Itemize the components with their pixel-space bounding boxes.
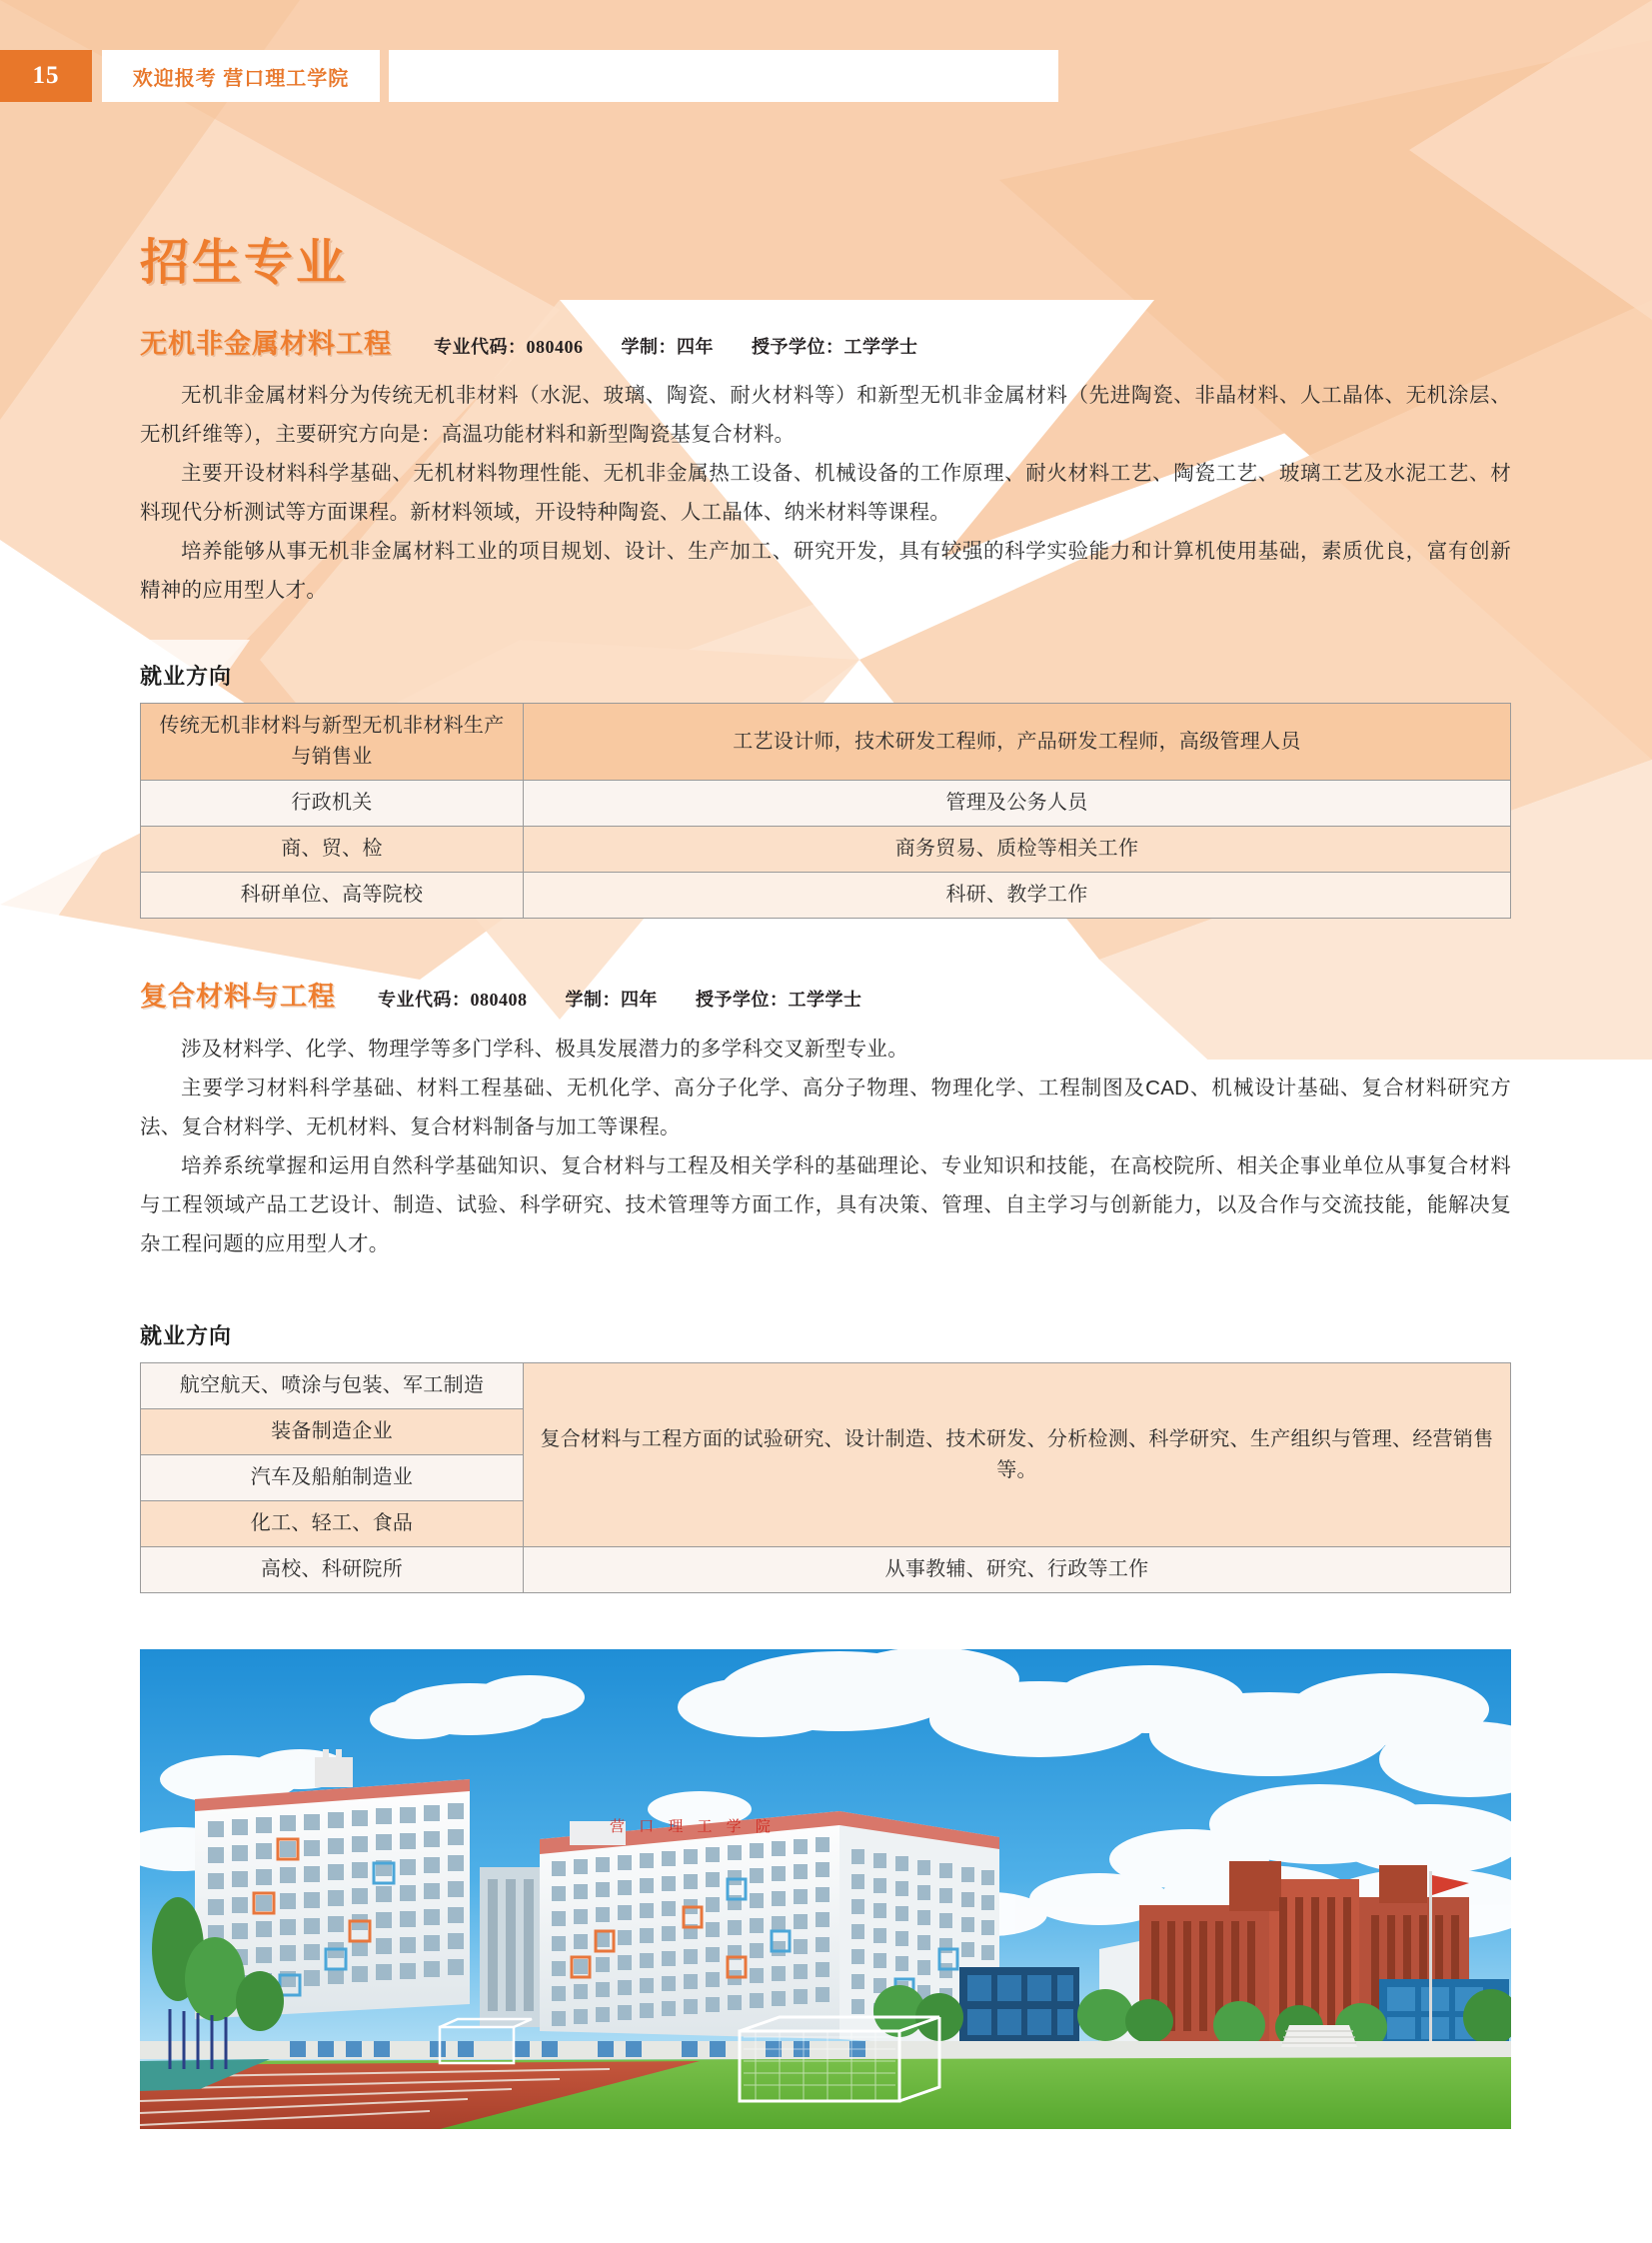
table-row — [141, 1363, 1511, 1409]
major-1-heading — [140, 322, 1511, 361]
table-cell-jobs: 科研、教学工作 — [524, 873, 1511, 919]
employment-table-2 — [140, 1362, 1511, 1593]
page-header — [0, 50, 1652, 102]
paragraph: 主要开设材料科学基础、无机材料物理性能、无机非金属热工设备、机械设备的工作原理、耐火材料工艺、陶瓷工艺、玻璃工艺及水泥工艺、材料现代分析测试等方面课程。新材料领域，开设特种陶瓷、人工晶体、纳米材料等课程。 — [140, 462, 1511, 524]
table-cell-field: 高校、科研院所 — [141, 1547, 524, 1593]
employment-table-1 — [140, 703, 1511, 919]
employment-heading: 就业方向 — [140, 664, 233, 689]
table-cell-field: 化工、轻工、食品 — [141, 1501, 524, 1547]
building-sign: 营 口 理 工 学 院 — [610, 1818, 776, 1835]
table-cell-jobs: 商务贸易、质检等相关工作 — [524, 827, 1511, 873]
paragraph: 主要学习材料科学基础、材料工程基础、无机化学、高分子化学、高分子物理、物理化学、工程制图及CAD、机械设计基础、复合材料研究方法、复合材料学、无机材料、复合材料制备与加工等课程。 — [140, 1077, 1511, 1138]
major-2-paragraphs — [140, 1030, 1511, 1263]
page-number: 15 — [0, 50, 92, 102]
major-1-table-wrap — [140, 703, 1511, 919]
table-row — [141, 781, 1511, 827]
table-cell-jobs-merged: 复合材料与工程方面的试验研究、设计制造、技术研发、分析检测、科学研究、生产组织与管理、经营销售等。 — [524, 1363, 1511, 1547]
major-2-duration: 学制：四年 — [565, 990, 658, 1010]
table-cell-field: 航空航天、喷涂与包装、军工制造 — [141, 1363, 524, 1409]
major-1-duration: 学制：四年 — [621, 337, 714, 357]
major-1-degree: 授予学位：工学学士 — [752, 337, 918, 357]
header-title-box — [102, 50, 380, 102]
major-2-code: 专业代码：080408 — [378, 990, 528, 1010]
table-cell-field: 汽车及船舶制造业 — [141, 1455, 524, 1501]
major-2-degree: 授予学位：工学学士 — [696, 990, 862, 1010]
campus-photo — [140, 1649, 1511, 2129]
major-2-employment-heading-wrap — [140, 1319, 1511, 1350]
table-cell-field: 商、贸、检 — [141, 827, 524, 873]
major-1-paragraphs — [140, 376, 1511, 610]
table-cell-field: 行政机关 — [141, 781, 524, 827]
paragraph: 无机非金属材料分为传统无机非材料（水泥、玻璃、陶瓷、耐火材料等）和新型无机非金属材料（先进陶瓷、非晶材料、人工晶体、无机涂层、无机纤维等），主要研究方向是：高温功能材料和新型陶瓷基复合材料。 — [140, 384, 1511, 446]
header-title: 欢迎报考 营口理工学院 — [132, 67, 350, 90]
table-cell-field: 传统无机非材料与新型无机非材料生产与销售业 — [141, 704, 524, 781]
table-cell-field: 科研单位、高等院校 — [141, 873, 524, 919]
major-2-meta — [378, 986, 862, 1012]
table-cell-jobs: 管理及公务人员 — [524, 781, 1511, 827]
paragraph: 涉及材料学、化学、物理学等多门学科、极具发展潜力的多学科交叉新型专业。 — [181, 1038, 908, 1061]
table-row — [141, 827, 1511, 873]
header-blank-panel — [389, 50, 1058, 102]
major-1-employment-heading-wrap — [140, 660, 1511, 691]
table-row — [141, 704, 1511, 781]
major-1-code: 专业代码：080406 — [434, 337, 584, 357]
paragraph: 培养系统掌握和运用自然科学基础知识、复合材料与工程及相关学科的基础理论、专业知识和技能，在高校院所、相关企事业单位从事复合材料与工程领域产品工艺设计、制造、试验、科学研究、技术管理等方面工作，具有决策、管理、自主学习与创新能力，以及合作与交流技能，能解决复杂工程问题的应用型人才。 — [140, 1154, 1511, 1255]
major-1-meta — [434, 333, 918, 359]
major-2-heading — [140, 975, 1511, 1014]
page-title: 招生专业 — [140, 236, 349, 290]
table-cell-field: 装备制造企业 — [141, 1409, 524, 1455]
paragraph: 培养能够从事无机非金属材料工业的项目规划、设计、生产加工、研究开发，具有较强的科学实验能力和计算机使用基础，素质优良，富有创新精神的应用型人才。 — [140, 540, 1511, 602]
table-row — [141, 873, 1511, 919]
table-cell-jobs: 从事教辅、研究、行政等工作 — [524, 1547, 1511, 1593]
major-section-2 — [140, 975, 1511, 1014]
table-cell-jobs: 工艺设计师，技术研发工程师，产品研发工程师，高级管理人员 — [524, 704, 1511, 781]
major-section-1 — [140, 322, 1511, 361]
major-2-table-wrap — [140, 1362, 1511, 1593]
campus-photo-illustration — [140, 1649, 1511, 2129]
table-row — [141, 1547, 1511, 1593]
major-1-name: 无机非金属材料工程 — [140, 329, 392, 359]
employment-heading: 就业方向 — [140, 1323, 233, 1348]
major-2-name: 复合材料与工程 — [140, 982, 336, 1012]
